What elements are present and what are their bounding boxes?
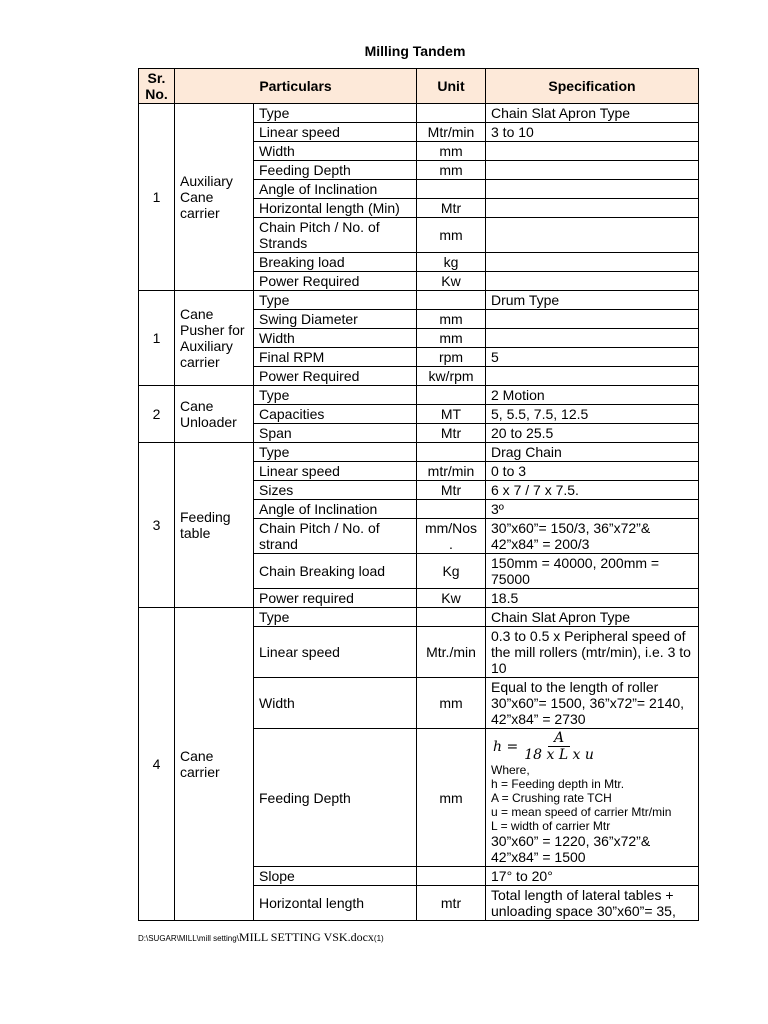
particular-cell: Linear speed <box>254 123 417 142</box>
unit-cell: Mtr/min <box>417 123 486 142</box>
spec-cell <box>486 142 699 161</box>
spec-cell <box>486 367 699 386</box>
spec-cell: Chain Slat Apron Type <box>486 104 699 123</box>
particular-cell: Chain Pitch / No. of strand <box>254 519 417 554</box>
formula-def-u: u = mean speed of carrier Mtr/min <box>491 805 672 819</box>
category-cell: Cane carrier <box>175 608 254 921</box>
sr-no-cell: 2 <box>139 386 175 443</box>
unit-cell: Mtr./min <box>417 627 486 678</box>
unit-cell: Kw <box>417 589 486 608</box>
document-footer <box>138 930 384 945</box>
particular-cell: Slope <box>254 867 417 886</box>
footer-suffix: (1) <box>373 934 384 943</box>
unit-cell: mm/Nos . <box>417 519 486 554</box>
unit-cell: mm <box>417 729 486 867</box>
unit-cell: Mtr <box>417 481 486 500</box>
particular-cell: Type <box>254 104 417 123</box>
spec-cell: 2 Motion <box>486 386 699 405</box>
particular-cell: Span <box>254 424 417 443</box>
table-header-row <box>139 69 699 104</box>
unit-cell: Kw <box>417 272 486 291</box>
unit-cell <box>417 443 486 462</box>
unit-cell <box>417 500 486 519</box>
particular-cell: Linear speed <box>254 462 417 481</box>
spec-cell: Chain Slat Apron Type <box>486 608 699 627</box>
unit-cell <box>417 104 486 123</box>
unit-cell: rpm <box>417 348 486 367</box>
unit-cell: MT <box>417 405 486 424</box>
particular-cell: Capacities <box>254 405 417 424</box>
formula-lhs: h = <box>493 738 519 755</box>
spec-cell: 20 to 25.5 <box>486 424 699 443</box>
unit-cell: mm <box>417 161 486 180</box>
particular-cell: Type <box>254 386 417 405</box>
particular-cell: Width <box>254 329 417 348</box>
spec-cell <box>486 729 699 867</box>
spec-cell: 150mm = 40000, 200mm = 75000 <box>486 554 699 589</box>
document-title: Milling Tandem <box>364 43 466 59</box>
unit-cell: kw/rpm <box>417 367 486 386</box>
spec-cell: 5 <box>486 348 699 367</box>
spec-cell <box>486 218 699 253</box>
cane-carrier-section <box>139 608 699 921</box>
unit-cell <box>417 386 486 405</box>
unit-cell: Kg <box>417 554 486 589</box>
particular-cell: Angle of Inclination <box>254 500 417 519</box>
header-particulars: Particulars <box>175 69 417 104</box>
unit-cell <box>417 608 486 627</box>
spec-cell <box>486 310 699 329</box>
spec-cell: 30”x60”= 150/3, 36”x72”& 42”x84” = 200/3 <box>486 519 699 554</box>
spec-cell: 18.5 <box>486 589 699 608</box>
spec-cell: 3 to 10 <box>486 123 699 142</box>
unit-cell: mm <box>417 329 486 348</box>
spec-cell: Drag Chain <box>486 443 699 462</box>
header-unit: Unit <box>417 69 486 104</box>
spec-cell: Total length of lateral tables + unloading space 30”x60”= 35, <box>486 886 699 921</box>
formula-def-a: A = Crushing rate TCH <box>491 791 612 805</box>
unit-cell <box>417 867 486 886</box>
sr-no-cell: 1 <box>139 291 175 386</box>
particular-cell: Breaking load <box>254 253 417 272</box>
particular-cell: Power required <box>254 589 417 608</box>
particular-cell: Angle of Inclination <box>254 180 417 199</box>
category-cell: Cane Pusher for Auxiliary carrier <box>175 291 254 386</box>
particular-cell: Type <box>254 608 417 627</box>
particular-cell: Chain Pitch / No. of Strands <box>254 218 417 253</box>
table-row <box>139 608 699 627</box>
spec-cell <box>486 253 699 272</box>
milling-tandem-table <box>138 68 699 921</box>
header-specification: Specification <box>486 69 699 104</box>
particular-cell: Final RPM <box>254 348 417 367</box>
sr-no-cell: 1 <box>139 104 175 291</box>
feeding-depth-values: 30”x60” = 1220, 36”x72”& 42”x84” = 1500 <box>491 833 651 865</box>
spec-cell: 0 to 3 <box>486 462 699 481</box>
particular-cell: Width <box>254 142 417 161</box>
feeding-depth-formula <box>491 730 693 763</box>
particular-cell: Feeding Depth <box>254 161 417 180</box>
formula-fraction <box>524 730 594 763</box>
spec-cell <box>486 199 699 218</box>
spec-cell: Drum Type <box>486 291 699 310</box>
unit-cell <box>417 291 486 310</box>
table-row <box>139 443 699 462</box>
spec-cell: Equal to the length of roller 30”x60”= 1500, 36”x72”= 2140, 42”x84” = 2730 <box>486 678 699 729</box>
unit-cell: mtr <box>417 886 486 921</box>
particular-cell: Type <box>254 291 417 310</box>
header-sr-no: Sr. No. <box>139 69 175 104</box>
unit-cell: mm <box>417 678 486 729</box>
spec-cell <box>486 272 699 291</box>
formula-numerator: A <box>548 730 570 747</box>
sr-no-cell: 3 <box>139 443 175 608</box>
spec-cell <box>486 161 699 180</box>
footer-filename: MILL SETTING VSK.docx <box>238 930 374 944</box>
particular-cell: Power Required <box>254 367 417 386</box>
spec-cell <box>486 329 699 348</box>
category-cell: Feeding table <box>175 443 254 608</box>
particular-cell: Horizontal length (Min) <box>254 199 417 218</box>
category-cell: Cane Unloader <box>175 386 254 443</box>
particular-cell: Sizes <box>254 481 417 500</box>
spec-cell: 6 x 7 / 7 x 7.5. <box>486 481 699 500</box>
particular-cell: Linear speed <box>254 627 417 678</box>
particular-cell: Swing Diameter <box>254 310 417 329</box>
unit-cell: mm <box>417 142 486 161</box>
particular-cell: Power Required <box>254 272 417 291</box>
unit-cell: mm <box>417 310 486 329</box>
particular-cell: Chain Breaking load <box>254 554 417 589</box>
unit-cell: Mtr <box>417 199 486 218</box>
table-body <box>139 104 699 608</box>
sr-no-cell: 4 <box>139 608 175 921</box>
spec-cell: 17° to 20° <box>486 867 699 886</box>
formula-def-l: L = width of carrier Mtr <box>491 819 611 833</box>
category-cell: Auxiliary Cane carrier <box>175 104 254 291</box>
particular-cell: Horizontal length <box>254 886 417 921</box>
unit-cell: mtr/min <box>417 462 486 481</box>
table-row <box>139 386 699 405</box>
unit-cell: kg <box>417 253 486 272</box>
table-row <box>139 104 699 123</box>
formula-where: Where, <box>491 763 530 777</box>
spec-cell <box>486 180 699 199</box>
formula-def-h: h = Feeding depth in Mtr. <box>491 777 625 791</box>
spec-cell: 5, 5.5, 7.5, 12.5 <box>486 405 699 424</box>
spec-cell: 3º <box>486 500 699 519</box>
unit-cell <box>417 180 486 199</box>
formula-denominator: 18 x L x u <box>524 747 594 763</box>
table-row <box>139 291 699 310</box>
particular-cell: Feeding Depth <box>254 729 417 867</box>
particular-cell: Width <box>254 678 417 729</box>
spec-cell: 0.3 to 0.5 x Peripheral speed of the mill rollers (mtr/min), i.e. 3 to 10 <box>486 627 699 678</box>
unit-cell: Mtr <box>417 424 486 443</box>
unit-cell: mm <box>417 218 486 253</box>
footer-path: D:\SUGAR\MILL\mill setting\ <box>138 934 239 943</box>
particular-cell: Type <box>254 443 417 462</box>
